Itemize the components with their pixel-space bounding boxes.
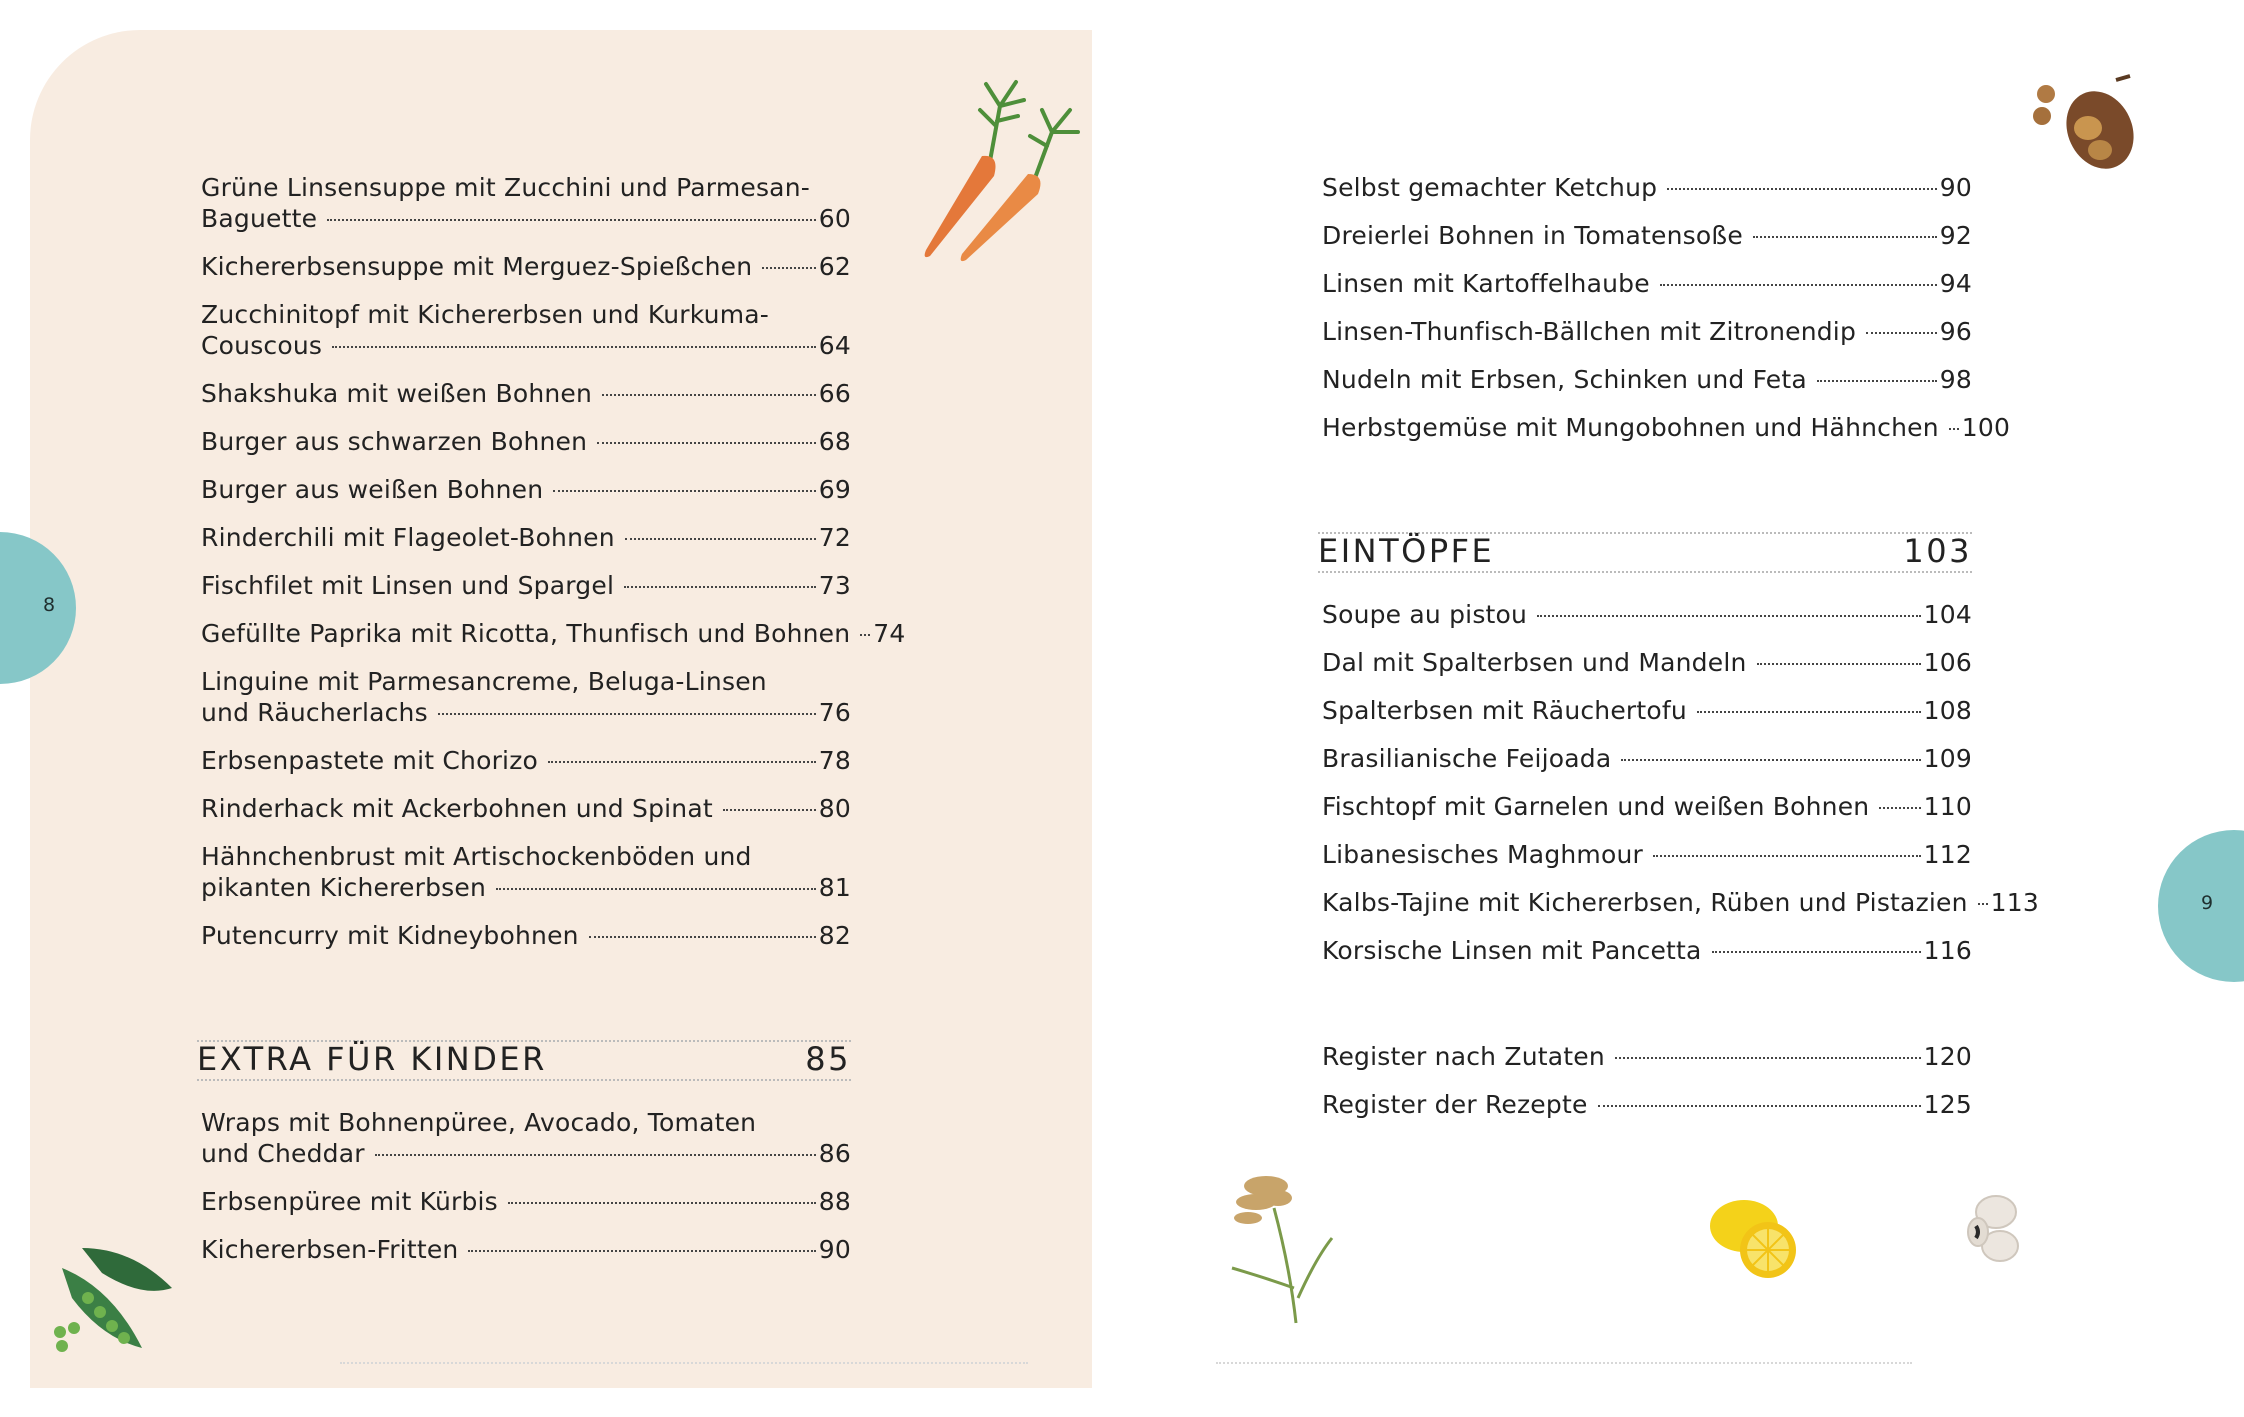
dot-leader [438,713,816,715]
entry-title: und Cheddar [201,1139,365,1168]
entry-title-line: Zucchinitopf mit Kichererbsen und Kurkuma- [201,300,769,329]
dot-leader [1653,855,1921,857]
entry-page-number: 64 [818,331,851,360]
entry-title: Kichererbsen-Fritten [201,1235,459,1264]
toc-entry [1322,935,1972,966]
toc-entry [201,474,851,505]
entry-page-number: 104 [1923,600,1972,629]
entry-page-number: 88 [818,1187,851,1216]
entry-page-number: 90 [818,1235,851,1264]
entry-page-number: 82 [818,921,851,950]
toc-entry [1322,1041,1972,1072]
entry-title: Rinderchili mit Flageolet-Bohnen [201,523,615,552]
entry-title: Herbstgemüse mit Mungobohnen und Hähnchen [1322,413,1939,442]
toc-left-section-entries [201,1107,851,1265]
peas-icon [52,1228,182,1358]
entry-title-line: Wraps mit Bohnenpüree, Avocado, Tomaten [201,1108,757,1137]
entry-page-number: 116 [1923,936,1972,965]
toc-entry [201,1107,851,1169]
entry-title: Baguette [201,204,318,233]
dot-leader [597,442,816,444]
dot-leader [625,538,816,540]
entry-page-number: 60 [818,204,851,233]
entry-title: Kichererbsensuppe mit Merguez-Spießchen [201,252,753,281]
entry-page-number: 96 [1939,317,1972,346]
dot-leader [1712,951,1921,953]
dot-leader [589,936,816,938]
footer-rule-left [340,1362,1028,1364]
entry-title: Kalbs-Tajine mit Kichererbsen, Rüben und Pistazien [1322,888,1968,917]
toc-entry [1322,599,1972,630]
dot-leader [1817,380,1937,382]
toc-entry [201,1186,851,1217]
dot-leader [548,761,816,763]
toc-right-entries [1322,172,2011,443]
dot-leader [762,267,816,269]
toc-entry [201,299,851,361]
page-number-left: 8 [42,594,56,616]
millet-icon [1226,1168,1336,1328]
entry-title: Couscous [201,331,323,360]
entry-page-number: 92 [1939,221,1972,250]
entry-page-number: 109 [1923,744,1972,773]
entry-title: Spalterbsen mit Räuchertofu [1322,696,1687,725]
entry-title: Putencurry mit Kidneybohnen [201,921,579,950]
entry-page-number: 72 [818,523,851,552]
dot-leader [508,1202,816,1204]
toc-entry [201,1234,851,1265]
entry-title: Burger aus schwarzen Bohnen [201,427,588,456]
dot-leader [1621,759,1920,761]
section-title: EXTRA FÜR KINDER [197,1040,547,1078]
entry-title: Fischtopf mit Garnelen und weißen Bohnen [1322,792,1870,821]
entry-title-line: Hähnchenbrust mit Artischockenböden und [201,842,752,871]
entry-page-number: 76 [818,698,851,727]
entry-title: Linsen mit Kartoffelhaube [1322,269,1650,298]
lemon-icon [1706,1190,1806,1282]
entry-title: Linsen-Thunfisch-Bällchen mit Zitronendip [1322,317,1857,346]
page-number-right: 9 [2200,892,2214,914]
toc-entry [201,618,906,649]
dot-leader [1866,332,1937,334]
entry-page-number: 81 [818,873,851,902]
toc-left-entries [201,172,906,951]
entry-page-number: 69 [818,475,851,504]
entry-page-number: 110 [1923,792,1972,821]
toc-entry [1322,647,1972,678]
dot-leader [860,634,870,636]
section-heading-extra [197,1040,851,1081]
toc-right [1318,172,2039,1137]
section-page: 103 [1903,532,1972,570]
dot-leader [496,888,816,890]
entry-title: Register nach Zutaten [1322,1042,1605,1071]
dot-leader [1598,1105,1921,1107]
entry-page-number: 112 [1923,840,1972,869]
footer-rule-right [1216,1362,1912,1364]
entry-page-number: 125 [1923,1090,1972,1119]
dot-leader [1879,807,1920,809]
toc-right-section-entries [1322,599,2039,966]
toc-entry [201,841,851,903]
dot-leader [468,1250,815,1252]
entry-page-number: 73 [818,571,851,600]
entry-title: Brasilianische Feijoada [1322,744,1612,773]
entry-page-number: 120 [1923,1042,1972,1071]
entry-title: Korsische Linsen mit Pancetta [1322,936,1702,965]
entry-title: Libanesisches Maghmour [1322,840,1644,869]
entry-page-number: 106 [1923,648,1972,677]
dot-leader [1667,188,1937,190]
page-number-tab-right [2158,830,2244,982]
toc-entry [1322,316,1972,347]
entry-title-line: Linguine mit Parmesancreme, Beluga-Linsen [201,667,767,696]
toc-entry [201,378,851,409]
entry-page-number: 62 [818,252,851,281]
entry-page-number: 113 [1990,888,2039,917]
section-title: EINTÖPFE [1318,532,1495,570]
dot-leader [1949,428,1959,430]
entry-title: Erbsenpüree mit Kürbis [201,1187,498,1216]
entry-page-number: 98 [1939,365,1972,394]
dot-leader [1753,236,1937,238]
toc-entry [201,793,851,824]
entry-page-number: 90 [1939,173,1972,202]
entry-page-number: 78 [818,746,851,775]
toc-entry [201,920,851,951]
entry-title: Gefüllte Paprika mit Ricotta, Thunfisch und Bohnen [201,619,851,648]
carrots-icon [920,66,1090,266]
dot-leader [1757,663,1921,665]
toc-entry [1322,220,1972,251]
toc-entry [1322,791,1972,822]
dot-leader [1978,903,1988,905]
toc-entry [1322,1089,1972,1120]
entry-title: Register der Rezepte [1322,1090,1588,1119]
toc-entry [1322,695,1972,726]
entry-page-number: 108 [1923,696,1972,725]
dot-leader [1537,615,1921,617]
toc-entry [201,570,851,601]
entry-page-number: 86 [818,1139,851,1168]
entry-page-number: 100 [1961,413,2011,442]
entry-title: und Räucherlachs [201,698,428,727]
toc-entry [1322,268,1972,299]
dot-leader [1697,711,1921,713]
dot-leader [327,219,816,221]
entry-title: Erbsenpastete mit Chorizo [201,746,539,775]
dot-leader [332,346,816,348]
entry-title: Nudeln mit Erbsen, Schinken und Feta [1322,365,1807,394]
entry-title: Dal mit Spalterbsen und Mandeln [1322,648,1747,677]
toc-entry [1322,839,1972,870]
dot-leader [624,586,816,588]
entry-title: Soupe au pistou [1322,600,1528,629]
toc-entry [1322,887,2039,918]
toc-entry [1322,364,1972,395]
entry-title: Dreierlei Bohnen in Tomatensoße [1322,221,1743,250]
entry-title: Fischfilet mit Linsen und Spargel [201,571,615,600]
dot-leader [723,809,816,811]
entry-title: Rinderhack mit Ackerbohnen und Spinat [201,794,713,823]
entry-title: Burger aus weißen Bohnen [201,475,544,504]
toc-entry [1322,743,1972,774]
section-heading-eintoepfe [1318,532,1972,573]
dot-leader [1660,284,1937,286]
toc-entry [201,522,851,553]
entry-title: Selbst gemachter Ketchup [1322,173,1658,202]
dot-leader [602,394,816,396]
toc-right-register [1322,1041,1972,1120]
entry-page-number: 66 [818,379,851,408]
entry-page-number: 74 [873,619,906,648]
beans-icon [2030,70,2140,175]
dot-leader [1615,1057,1921,1059]
entry-page-number: 80 [818,794,851,823]
entry-title: Shakshuka mit weißen Bohnen [201,379,593,408]
toc-left [197,172,906,1282]
toc-entry [201,745,851,776]
toc-entry [201,666,851,728]
toc-entry [1322,412,2011,443]
entry-title: pikanten Kichererbsen [201,873,487,902]
entry-title-line: Grüne Linsensuppe mit Zucchini und Parmesan- [201,173,810,202]
entry-page-number: 68 [818,427,851,456]
section-page: 85 [805,1040,851,1078]
toc-entry [201,426,851,457]
toc-entry [201,251,851,282]
dot-leader [375,1154,816,1156]
toc-entry [201,172,851,234]
dot-leader [553,490,815,492]
toc-entry [1322,172,1972,203]
white-beans-icon [1966,1192,2026,1272]
entry-page-number: 94 [1939,269,1972,298]
